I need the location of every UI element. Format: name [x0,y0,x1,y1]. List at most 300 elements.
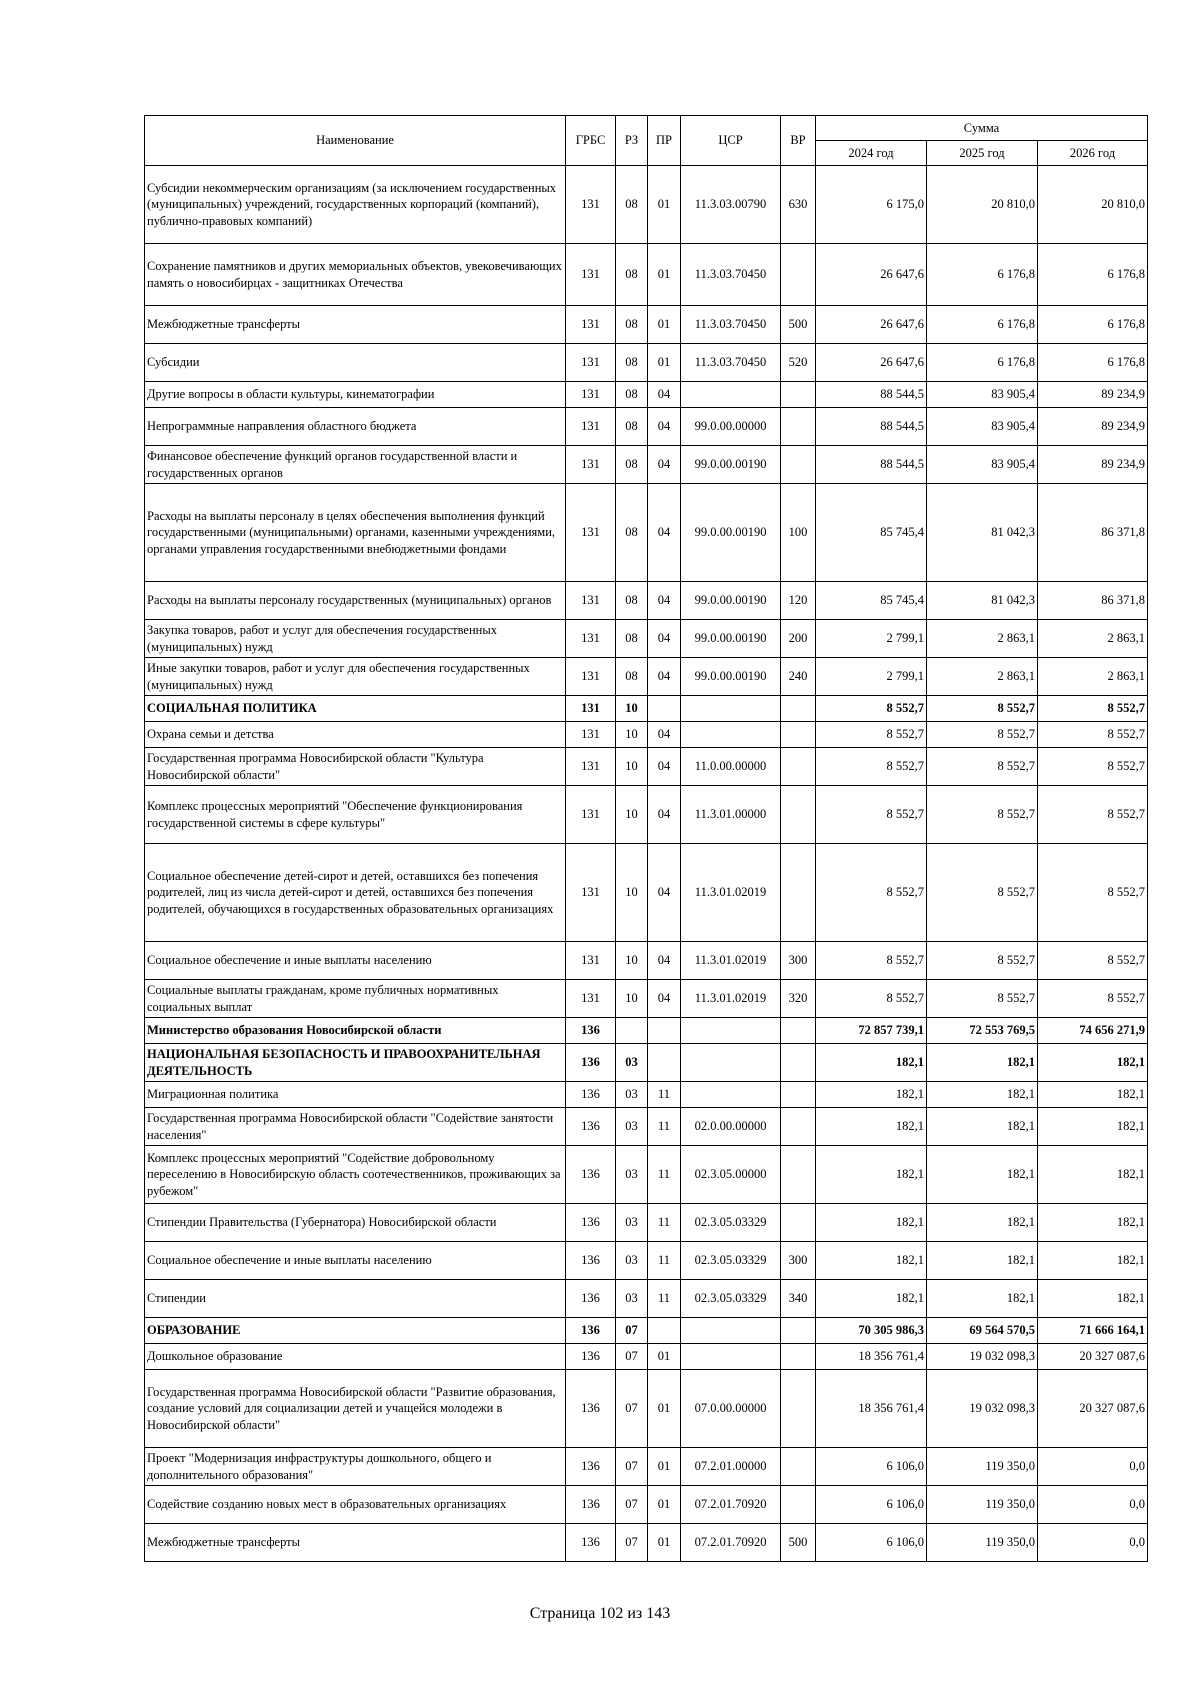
cell-amount-2024: 182,1 [816,1044,927,1082]
cell-amount-2024: 18 356 761,4 [816,1344,927,1370]
table-body [145,166,1148,1562]
cell-amount-2026: 89 234,9 [1038,382,1148,408]
cell-csr: 02.0.00.00000 [681,1108,781,1146]
cell-csr: 99.0.00.00190 [681,446,781,484]
cell-pr: 01 [648,166,681,244]
cell-rz: 03 [616,1242,648,1280]
table-row [145,980,1148,1018]
cell-amount-2024: 8 552,7 [816,722,927,748]
cell-amount-2026: 2 863,1 [1038,658,1148,696]
cell-pr: 01 [648,344,681,382]
cell-grbs: 136 [566,1318,616,1344]
cell-csr: 02.3.05.00000 [681,1146,781,1204]
cell-rz: 08 [616,382,648,408]
cell-grbs: 131 [566,942,616,980]
cell-grbs: 136 [566,1448,616,1486]
cell-vr [781,244,816,306]
cell-rz: 07 [616,1524,648,1562]
cell-amount-2025: 182,1 [927,1146,1038,1204]
cell-vr: 300 [781,1242,816,1280]
cell-pr [648,1018,681,1044]
cell-amount-2026: 6 176,8 [1038,306,1148,344]
cell-vr [781,1082,816,1108]
cell-name: Социальное обеспечение детей-сирот и детей, оставшихся без попечения родителей, лиц из числа детей-сирот и детей, оставшихся без попечения родителей, обучающихся в государственных образовательных организациях [145,844,566,942]
table-row [145,696,1148,722]
table-row [145,166,1148,244]
cell-amount-2024: 182,1 [816,1242,927,1280]
cell-grbs: 136 [566,1344,616,1370]
cell-pr [648,1318,681,1344]
cell-rz: 07 [616,1448,648,1486]
cell-amount-2025: 8 552,7 [927,748,1038,786]
cell-name: Субсидии [145,344,566,382]
cell-amount-2025: 119 350,0 [927,1486,1038,1524]
cell-rz: 08 [616,446,648,484]
table-row [145,1108,1148,1146]
cell-csr: 11.3.03.70450 [681,244,781,306]
cell-grbs: 131 [566,980,616,1018]
cell-rz: 08 [616,484,648,582]
cell-vr: 500 [781,1524,816,1562]
cell-amount-2024: 18 356 761,4 [816,1370,927,1448]
cell-csr: 99.0.00.00190 [681,658,781,696]
table-row [145,1018,1148,1044]
cell-amount-2026: 8 552,7 [1038,942,1148,980]
cell-vr [781,722,816,748]
cell-rz: 03 [616,1146,648,1204]
cell-name: СОЦИАЛЬНАЯ ПОЛИТИКА [145,696,566,722]
cell-grbs: 131 [566,408,616,446]
cell-amount-2025: 6 176,8 [927,244,1038,306]
table-row [145,1318,1148,1344]
cell-vr [781,1344,816,1370]
cell-csr: 99.0.00.00190 [681,484,781,582]
cell-name: Охрана семьи и детства [145,722,566,748]
cell-vr: 100 [781,484,816,582]
cell-amount-2026: 182,1 [1038,1204,1148,1242]
cell-amount-2026: 74 656 271,9 [1038,1018,1148,1044]
header-sum: Сумма [816,116,1148,141]
cell-name: Проект "Модернизация инфраструктуры дошкольного, общего и дополнительного образования" [145,1448,566,1486]
cell-grbs: 136 [566,1204,616,1242]
header-grbs: ГРБС [566,116,616,166]
table-row [145,722,1148,748]
cell-rz: 08 [616,306,648,344]
table-row [145,1146,1148,1204]
cell-pr: 01 [648,1448,681,1486]
cell-name: Стипендии [145,1280,566,1318]
cell-pr: 11 [648,1204,681,1242]
cell-amount-2025: 8 552,7 [927,722,1038,748]
cell-pr: 04 [648,844,681,942]
cell-amount-2026: 71 666 164,1 [1038,1318,1148,1344]
cell-amount-2026: 2 863,1 [1038,620,1148,658]
cell-vr [781,1044,816,1082]
cell-vr [781,696,816,722]
cell-pr: 11 [648,1280,681,1318]
cell-amount-2025: 182,1 [927,1280,1038,1318]
cell-vr [781,382,816,408]
cell-grbs: 131 [566,786,616,844]
cell-vr [781,786,816,844]
cell-pr: 04 [648,722,681,748]
cell-name: Социальное обеспечение и иные выплаты населению [145,1242,566,1280]
cell-grbs: 136 [566,1044,616,1082]
cell-pr [648,696,681,722]
table-row [145,786,1148,844]
table-row [145,748,1148,786]
cell-amount-2024: 70 305 986,3 [816,1318,927,1344]
cell-rz: 10 [616,786,648,844]
cell-amount-2025: 81 042,3 [927,484,1038,582]
cell-vr [781,1108,816,1146]
cell-amount-2024: 8 552,7 [816,844,927,942]
cell-amount-2026: 8 552,7 [1038,722,1148,748]
cell-grbs: 136 [566,1146,616,1204]
cell-vr: 340 [781,1280,816,1318]
cell-amount-2026: 8 552,7 [1038,748,1148,786]
cell-name: Сохранение памятников и других мемориальных объектов, увековечивающих память о новосибирцах - защитниках Отечества [145,244,566,306]
cell-amount-2024: 26 647,6 [816,344,927,382]
cell-csr: 99.0.00.00000 [681,408,781,446]
cell-amount-2024: 6 106,0 [816,1524,927,1562]
table-row [145,446,1148,484]
cell-name: Содействие созданию новых мест в образовательных организациях [145,1486,566,1524]
cell-amount-2026: 8 552,7 [1038,844,1148,942]
cell-grbs: 136 [566,1108,616,1146]
cell-name: НАЦИОНАЛЬНАЯ БЕЗОПАСНОСТЬ И ПРАВООХРАНИТЕЛЬНАЯ ДЕЯТЕЛЬНОСТЬ [145,1044,566,1082]
cell-rz: 08 [616,244,648,306]
cell-name: Другие вопросы в области культуры, кинематографии [145,382,566,408]
cell-amount-2024: 2 799,1 [816,620,927,658]
cell-vr [781,408,816,446]
cell-rz: 03 [616,1280,648,1318]
table-row [145,1044,1148,1082]
cell-amount-2025: 119 350,0 [927,1524,1038,1562]
cell-amount-2026: 182,1 [1038,1108,1148,1146]
cell-pr: 04 [648,620,681,658]
cell-pr: 04 [648,786,681,844]
cell-name: Межбюджетные трансферты [145,306,566,344]
cell-pr: 11 [648,1108,681,1146]
cell-amount-2025: 20 810,0 [927,166,1038,244]
table-row [145,844,1148,942]
cell-amount-2025: 182,1 [927,1108,1038,1146]
cell-amount-2026: 0,0 [1038,1448,1148,1486]
cell-csr: 11.3.01.00000 [681,786,781,844]
cell-rz: 10 [616,722,648,748]
cell-amount-2025: 8 552,7 [927,844,1038,942]
table-row [145,1344,1148,1370]
cell-amount-2024: 182,1 [816,1280,927,1318]
cell-vr: 630 [781,166,816,244]
cell-amount-2025: 19 032 098,3 [927,1370,1038,1448]
cell-amount-2025: 8 552,7 [927,980,1038,1018]
cell-rz: 08 [616,620,648,658]
cell-csr [681,722,781,748]
header-year-2025: 2025 год [927,141,1038,166]
cell-pr: 04 [648,980,681,1018]
cell-vr: 240 [781,658,816,696]
cell-csr [681,1318,781,1344]
cell-amount-2025: 2 863,1 [927,620,1038,658]
cell-csr [681,696,781,722]
cell-amount-2026: 86 371,8 [1038,582,1148,620]
cell-csr: 11.3.01.02019 [681,942,781,980]
cell-pr: 01 [648,1524,681,1562]
cell-rz: 08 [616,408,648,446]
cell-amount-2025: 119 350,0 [927,1448,1038,1486]
cell-name: Субсидии некоммерческим организациям (за исключением государственных (муниципальных) учреждений, государственных корпораций (компаний), публично-правовых компаний) [145,166,566,244]
cell-csr: 02.3.05.03329 [681,1204,781,1242]
table-row [145,658,1148,696]
cell-csr: 07.2.01.00000 [681,1448,781,1486]
cell-amount-2024: 182,1 [816,1108,927,1146]
cell-name: Государственная программа Новосибирской области "Развитие образования, создание условий для социализации детей и учащейся молодежи в Новосибирской области" [145,1370,566,1448]
cell-csr: 99.0.00.00190 [681,582,781,620]
cell-amount-2025: 182,1 [927,1204,1038,1242]
cell-amount-2025: 19 032 098,3 [927,1344,1038,1370]
cell-vr: 500 [781,306,816,344]
cell-rz: 10 [616,748,648,786]
cell-vr: 320 [781,980,816,1018]
cell-amount-2026: 182,1 [1038,1044,1148,1082]
table-row [145,1082,1148,1108]
cell-name: Социальные выплаты гражданам, кроме публичных нормативных социальных выплат [145,980,566,1018]
cell-grbs: 136 [566,1082,616,1108]
cell-csr: 11.3.03.00790 [681,166,781,244]
cell-name: Непрограммные направления областного бюджета [145,408,566,446]
cell-name: Финансовое обеспечение функций органов государственной власти и государственных органов [145,446,566,484]
cell-rz: 10 [616,696,648,722]
cell-csr [681,1044,781,1082]
table-header [145,116,1148,166]
cell-amount-2026: 8 552,7 [1038,696,1148,722]
table-row [145,1486,1148,1524]
cell-grbs: 131 [566,620,616,658]
cell-vr [781,1146,816,1204]
cell-grbs: 131 [566,306,616,344]
cell-pr: 04 [648,748,681,786]
header-year-2024: 2024 год [816,141,927,166]
cell-amount-2024: 8 552,7 [816,980,927,1018]
cell-amount-2024: 6 175,0 [816,166,927,244]
cell-csr: 02.3.05.03329 [681,1280,781,1318]
table-row [145,1204,1148,1242]
cell-pr: 04 [648,408,681,446]
cell-grbs: 131 [566,484,616,582]
cell-amount-2024: 2 799,1 [816,658,927,696]
cell-amount-2024: 26 647,6 [816,244,927,306]
cell-grbs: 131 [566,722,616,748]
budget-table [144,115,1148,1562]
cell-amount-2024: 88 544,5 [816,408,927,446]
cell-name: Расходы на выплаты персоналу государственных (муниципальных) органов [145,582,566,620]
cell-amount-2025: 8 552,7 [927,786,1038,844]
table-row [145,1448,1148,1486]
cell-pr: 04 [648,582,681,620]
cell-amount-2026: 182,1 [1038,1146,1148,1204]
cell-rz: 07 [616,1370,648,1448]
cell-amount-2025: 6 176,8 [927,306,1038,344]
cell-grbs: 136 [566,1486,616,1524]
cell-pr: 11 [648,1082,681,1108]
cell-csr [681,1018,781,1044]
cell-csr: 11.3.03.70450 [681,344,781,382]
cell-rz: 07 [616,1486,648,1524]
header-vr: ВР [781,116,816,166]
cell-rz: 08 [616,658,648,696]
header-name: Наименование [145,116,566,166]
cell-csr: 07.2.01.70920 [681,1524,781,1562]
cell-grbs: 131 [566,244,616,306]
cell-amount-2024: 182,1 [816,1082,927,1108]
cell-amount-2026: 182,1 [1038,1280,1148,1318]
cell-name: Дошкольное образование [145,1344,566,1370]
cell-vr [781,748,816,786]
cell-pr: 01 [648,1344,681,1370]
cell-name: Расходы на выплаты персоналу в целях обеспечения выполнения функций государственными (муниципальными) органами, казенными учреждениями, органами управления государственными внебюджетными фондами [145,484,566,582]
cell-name: Государственная программа Новосибирской области "Содействие занятости населения" [145,1108,566,1146]
cell-pr: 04 [648,658,681,696]
cell-grbs: 131 [566,344,616,382]
cell-pr: 11 [648,1242,681,1280]
table-row [145,306,1148,344]
cell-amount-2026: 0,0 [1038,1486,1148,1524]
cell-amount-2026: 8 552,7 [1038,786,1148,844]
cell-pr: 04 [648,484,681,582]
cell-vr [781,1486,816,1524]
cell-vr [781,1448,816,1486]
cell-amount-2025: 72 553 769,5 [927,1018,1038,1044]
cell-amount-2026: 20 327 087,6 [1038,1370,1148,1448]
cell-pr: 01 [648,1486,681,1524]
cell-amount-2026: 182,1 [1038,1242,1148,1280]
table-row [145,620,1148,658]
cell-amount-2024: 85 745,4 [816,582,927,620]
cell-pr: 01 [648,1370,681,1448]
cell-csr: 11.3.03.70450 [681,306,781,344]
cell-amount-2025: 83 905,4 [927,382,1038,408]
cell-amount-2026: 8 552,7 [1038,980,1148,1018]
cell-grbs: 131 [566,382,616,408]
cell-grbs: 131 [566,166,616,244]
cell-rz: 10 [616,980,648,1018]
cell-name: Комплекс процессных мероприятий "Содействие добровольному переселению в Новосибирскую область соотечественников, проживающих за рубежом" [145,1146,566,1204]
cell-grbs: 131 [566,582,616,620]
cell-rz: 08 [616,582,648,620]
cell-name: Миграционная политика [145,1082,566,1108]
cell-pr: 01 [648,306,681,344]
cell-rz [616,1018,648,1044]
cell-vr: 520 [781,344,816,382]
cell-grbs: 136 [566,1280,616,1318]
cell-amount-2025: 8 552,7 [927,942,1038,980]
page-number: Страница 102 из 143 [529,1605,671,1622]
cell-pr: 04 [648,942,681,980]
header-year-2026: 2026 год [1038,141,1148,166]
cell-amount-2026: 20 810,0 [1038,166,1148,244]
cell-name: Комплекс процессных мероприятий "Обеспечение функционирования государственной системы в сфере культуры" [145,786,566,844]
cell-amount-2024: 8 552,7 [816,748,927,786]
cell-pr: 01 [648,244,681,306]
table-row [145,1370,1148,1448]
cell-amount-2025: 81 042,3 [927,582,1038,620]
cell-rz: 03 [616,1044,648,1082]
cell-name: Государственная программа Новосибирской области "Культура Новосибирской области" [145,748,566,786]
cell-amount-2026: 20 327 087,6 [1038,1344,1148,1370]
cell-grbs: 136 [566,1524,616,1562]
cell-grbs: 131 [566,658,616,696]
cell-name: Закупка товаров, работ и услуг для обеспечения государственных (муниципальных) нужд [145,620,566,658]
cell-amount-2026: 89 234,9 [1038,408,1148,446]
cell-csr: 02.3.05.03329 [681,1242,781,1280]
cell-amount-2025: 182,1 [927,1242,1038,1280]
cell-amount-2025: 6 176,8 [927,344,1038,382]
cell-amount-2024: 6 106,0 [816,1486,927,1524]
cell-amount-2024: 72 857 739,1 [816,1018,927,1044]
table-row [145,484,1148,582]
table-row [145,244,1148,306]
cell-grbs: 131 [566,446,616,484]
cell-vr [781,1318,816,1344]
cell-amount-2025: 69 564 570,5 [927,1318,1038,1344]
table-row [145,1280,1148,1318]
cell-rz: 08 [616,344,648,382]
cell-rz: 07 [616,1318,648,1344]
cell-amount-2026: 6 176,8 [1038,344,1148,382]
table-row [145,582,1148,620]
cell-csr: 07.0.00.00000 [681,1370,781,1448]
cell-rz: 03 [616,1082,648,1108]
cell-amount-2025: 8 552,7 [927,696,1038,722]
cell-rz: 03 [616,1204,648,1242]
cell-vr: 300 [781,942,816,980]
cell-amount-2026: 182,1 [1038,1082,1148,1108]
cell-pr: 11 [648,1146,681,1204]
cell-vr [781,1370,816,1448]
cell-vr [781,446,816,484]
cell-amount-2024: 8 552,7 [816,942,927,980]
cell-grbs: 136 [566,1018,616,1044]
table-row [145,408,1148,446]
table-row [145,1242,1148,1280]
cell-name: Социальное обеспечение и иные выплаты населению [145,942,566,980]
table-row [145,382,1148,408]
cell-name: Иные закупки товаров, работ и услуг для обеспечения государственных (муниципальных) нужд [145,658,566,696]
cell-csr [681,1082,781,1108]
cell-grbs: 131 [566,844,616,942]
cell-amount-2024: 182,1 [816,1204,927,1242]
cell-rz: 10 [616,942,648,980]
cell-csr [681,1344,781,1370]
cell-vr [781,1204,816,1242]
cell-amount-2024: 85 745,4 [816,484,927,582]
cell-amount-2024: 88 544,5 [816,382,927,408]
cell-rz: 03 [616,1108,648,1146]
cell-name: ОБРАЗОВАНИЕ [145,1318,566,1344]
cell-csr [681,382,781,408]
cell-amount-2024: 88 544,5 [816,446,927,484]
cell-grbs: 136 [566,1370,616,1448]
cell-csr: 11.3.01.02019 [681,844,781,942]
cell-amount-2026: 6 176,8 [1038,244,1148,306]
table-row [145,344,1148,382]
cell-rz: 08 [616,166,648,244]
cell-vr: 200 [781,620,816,658]
cell-amount-2026: 89 234,9 [1038,446,1148,484]
cell-vr [781,1018,816,1044]
